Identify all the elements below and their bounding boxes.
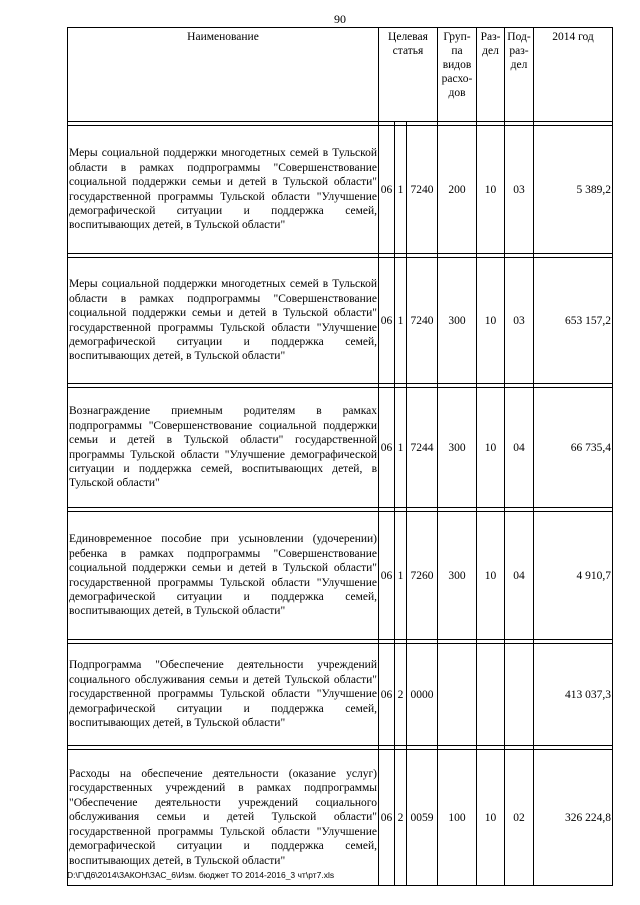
header-name: Наименование (68, 28, 379, 122)
subsection-cell: 02 (505, 750, 534, 886)
amount-cell: 653 157,2 (534, 258, 613, 384)
row-name: Меры социальной поддержки многодетных семей в Тульской области в рамках подпрограммы "Совершенствование социальной поддержки семьи и детей в Тульской области" государственной программы Тульской области "Улучшение демографической ситуации и поддержка семей, воспитывающих детей, в Тульской области" (68, 258, 379, 384)
target-code-1: 06 (379, 750, 395, 886)
table-row (68, 644, 613, 746)
group-cell: 100 (438, 750, 477, 886)
target-code-2: 1 (395, 126, 407, 254)
target-code-1: 06 (379, 388, 395, 508)
target-code-1: 06 (379, 644, 395, 746)
row-name: Вознаграждение приемным родителям в рамках подпрограммы "Совершенствование социальной поддержки семьи и детей в Тульской области" государственной программы Тульской области "Улучшение демографической ситуации и поддержка семей, воспитывающих детей, в Тульской области" (68, 388, 379, 508)
target-code-2: 1 (395, 388, 407, 508)
target-code-1: 06 (379, 512, 395, 640)
subsection-cell: 04 (505, 512, 534, 640)
target-code-3: 0059 (407, 750, 438, 886)
section-cell (477, 644, 505, 746)
subsection-cell (505, 644, 534, 746)
amount-cell: 66 735,4 (534, 388, 613, 508)
table-row (68, 258, 613, 384)
target-code-2: 1 (395, 512, 407, 640)
header-subsection: Под-раз-дел (505, 28, 534, 122)
target-code-2: 1 (395, 258, 407, 384)
amount-cell: 413 037,3 (534, 644, 613, 746)
group-cell: 300 (438, 258, 477, 384)
header-section: Раз-дел (477, 28, 505, 122)
subsection-cell: 03 (505, 126, 534, 254)
section-cell: 10 (477, 258, 505, 384)
table-row (68, 388, 613, 508)
row-name: Меры социальной поддержки многодетных семей в Тульской области в рамках подпрограммы "Совершенствование социальной поддержки семьи и детей в Тульской области" государственной программы Тульской области "Улучшение демографической ситуации и поддержка семей, воспитывающих детей, в Тульской области" (68, 126, 379, 254)
row-name: Подпрограмма "Обеспечение деятельности учреждений социального обслуживания семьи и детей Тульской области" государственной программы Тульской области "Улучшение демографической ситуации и поддержка семей, воспитывающих детей, в Тульской области" (68, 644, 379, 746)
target-code-3: 7240 (407, 126, 438, 254)
file-path-footer: D:\Г\Д6\2014\ЗАКОН\ЗАС_6\Изм. бюджет ТО 2014-2016_3 чт\рт7.xls (67, 870, 335, 880)
section-cell: 10 (477, 512, 505, 640)
amount-cell: 326 224,8 (534, 750, 613, 886)
target-code-2: 2 (395, 750, 407, 886)
row-name: Расходы на обеспечение деятельности (оказание услуг) государственных учреждений в рамках подпрограммы "Обеспечение деятельности учреждений социального обслуживания семьи и детей Тульской области" государственной программы Тульской области "Улучшение демографической ситуации и поддержка семей, воспитывающих детей, в Тульской области" (68, 750, 379, 886)
subsection-cell: 03 (505, 258, 534, 384)
amount-cell: 5 389,2 (534, 126, 613, 254)
subsection-cell: 04 (505, 388, 534, 508)
target-code-2: 2 (395, 644, 407, 746)
target-code-3: 7240 (407, 258, 438, 384)
target-code-3: 0000 (407, 644, 438, 746)
header-target: Целевая статья (379, 28, 438, 122)
table-row (68, 126, 613, 254)
group-cell: 200 (438, 126, 477, 254)
budget-table (67, 27, 613, 886)
target-code-1: 06 (379, 126, 395, 254)
table-header-row (68, 28, 613, 122)
section-cell: 10 (477, 388, 505, 508)
page-number: 90 (334, 12, 346, 26)
header-year: 2014 год (534, 28, 613, 122)
row-name: Единовременное пособие при усыновлении (удочерении) ребенка в рамках подпрограммы "Совершенствование социальной поддержки семьи и детей в Тульской области" государственной программы Тульской области "Улучшение демографической ситуации и поддержка семей, воспитывающих детей, в Тульской области" (68, 512, 379, 640)
group-cell (438, 644, 477, 746)
amount-cell: 4 910,7 (534, 512, 613, 640)
section-cell: 10 (477, 126, 505, 254)
section-cell: 10 (477, 750, 505, 886)
table-row (68, 512, 613, 640)
group-cell: 300 (438, 512, 477, 640)
target-code-3: 7260 (407, 512, 438, 640)
group-cell: 300 (438, 388, 477, 508)
target-code-3: 7244 (407, 388, 438, 508)
header-group: Груп-па видов расхо-дов (438, 28, 477, 122)
table-row (68, 750, 613, 886)
target-code-1: 06 (379, 258, 395, 384)
